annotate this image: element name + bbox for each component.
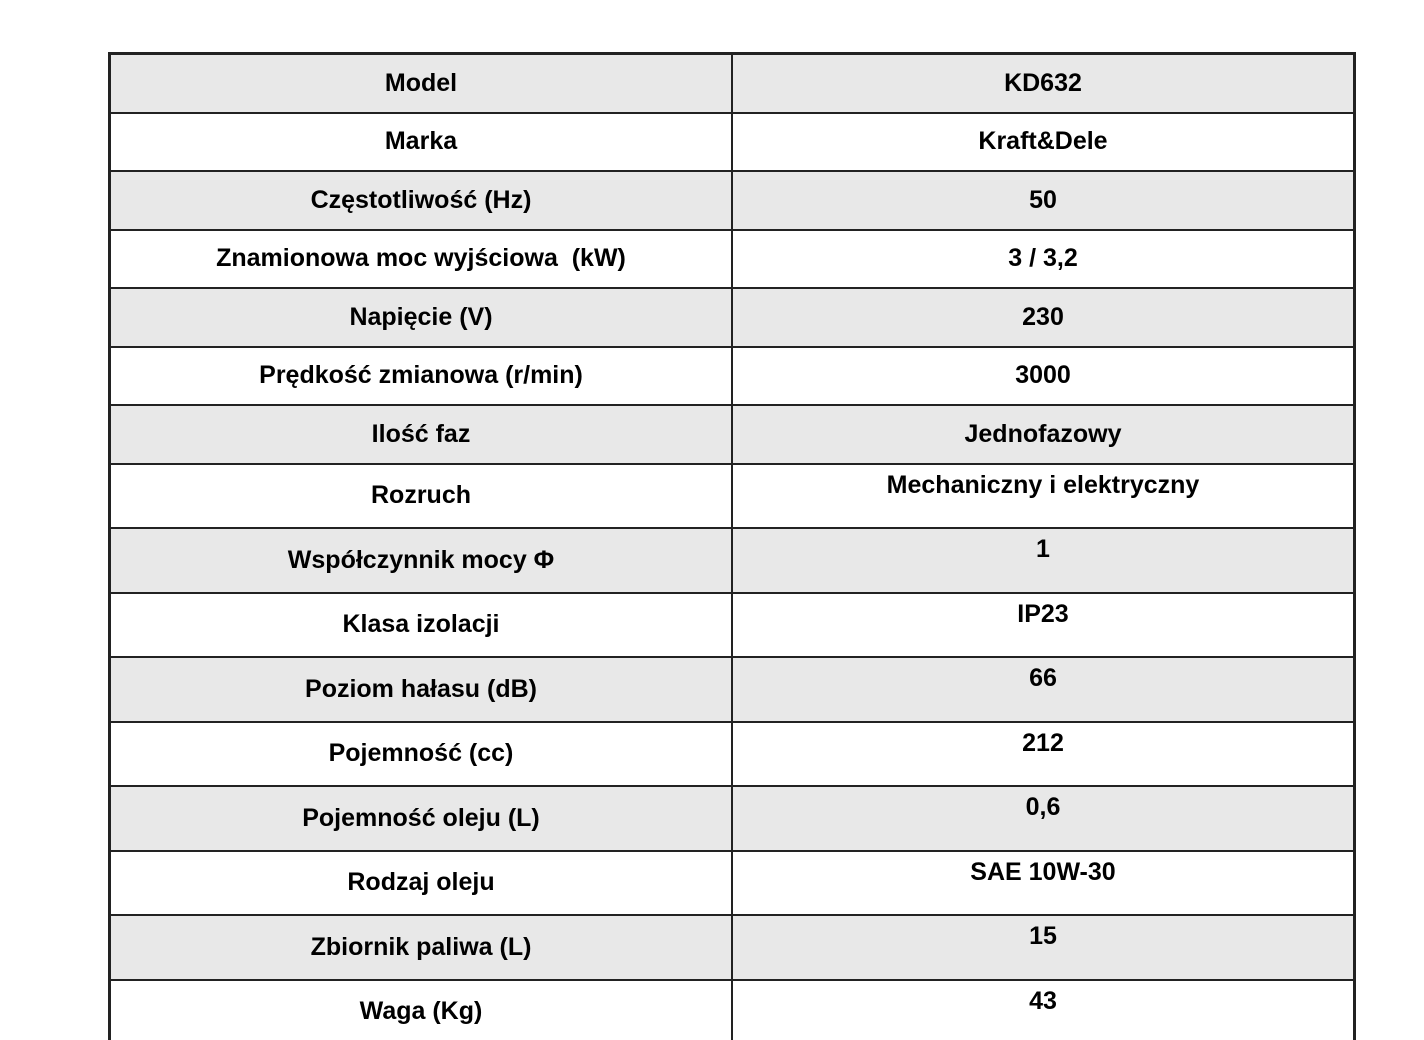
spec-label: Waga (Kg) — [110, 980, 733, 1040]
spec-label: Ilość faz — [110, 405, 733, 464]
spec-label: Prędkość zmianowa (r/min) — [110, 347, 733, 406]
spec-label: Pojemność (cc) — [110, 722, 733, 787]
spec-label: Zbiornik paliwa (L) — [110, 915, 733, 980]
spec-value: 3000 — [732, 347, 1355, 406]
spec-label: Częstotliwość (Hz) — [110, 171, 733, 230]
spec-value: 50 — [732, 171, 1355, 230]
spec-value: 230 — [732, 288, 1355, 347]
spec-value: 212 — [732, 722, 1355, 787]
spec-label: Rozruch — [110, 464, 733, 529]
spec-value: Jednofazowy — [732, 405, 1355, 464]
spec-value: 15 — [732, 915, 1355, 980]
table-row — [110, 786, 1355, 851]
spec-value: 66 — [732, 657, 1355, 722]
table-row — [110, 851, 1355, 916]
spec-label: Napięcie (V) — [110, 288, 733, 347]
spec-label: Współczynnik mocy Φ — [110, 528, 733, 593]
spec-table — [108, 52, 1356, 1040]
spec-value: SAE 10W-30 — [732, 851, 1355, 916]
spec-value: 1 — [732, 528, 1355, 593]
table-row — [110, 347, 1355, 406]
table-row — [110, 464, 1355, 529]
table-row — [110, 980, 1355, 1040]
spec-label: Rodzaj oleju — [110, 851, 733, 916]
spec-value: 43 — [732, 980, 1355, 1040]
spec-value: KD632 — [732, 54, 1355, 113]
table-row — [110, 288, 1355, 347]
table-row — [110, 722, 1355, 787]
table-row — [110, 528, 1355, 593]
table-row — [110, 171, 1355, 230]
spec-value: Kraft&Dele — [732, 113, 1355, 172]
spec-label: Znamionowa moc wyjściowa (kW) — [110, 230, 733, 289]
table-row — [110, 113, 1355, 172]
spec-label: Marka — [110, 113, 733, 172]
spec-label: Klasa izolacji — [110, 593, 733, 658]
table-row — [110, 657, 1355, 722]
table-row — [110, 230, 1355, 289]
spec-label: Poziom hałasu (dB) — [110, 657, 733, 722]
table-row — [110, 405, 1355, 464]
table-row — [110, 593, 1355, 658]
spec-value: 0,6 — [732, 786, 1355, 851]
spec-value: 3 / 3,2 — [732, 230, 1355, 289]
table-row — [110, 915, 1355, 980]
spec-table-body — [110, 54, 1355, 1040]
spec-value: Mechaniczny i elektryczny — [732, 464, 1355, 529]
spec-label: Pojemność oleju (L) — [110, 786, 733, 851]
table-row — [110, 54, 1355, 113]
spec-value: IP23 — [732, 593, 1355, 658]
spec-label: Model — [110, 54, 733, 113]
